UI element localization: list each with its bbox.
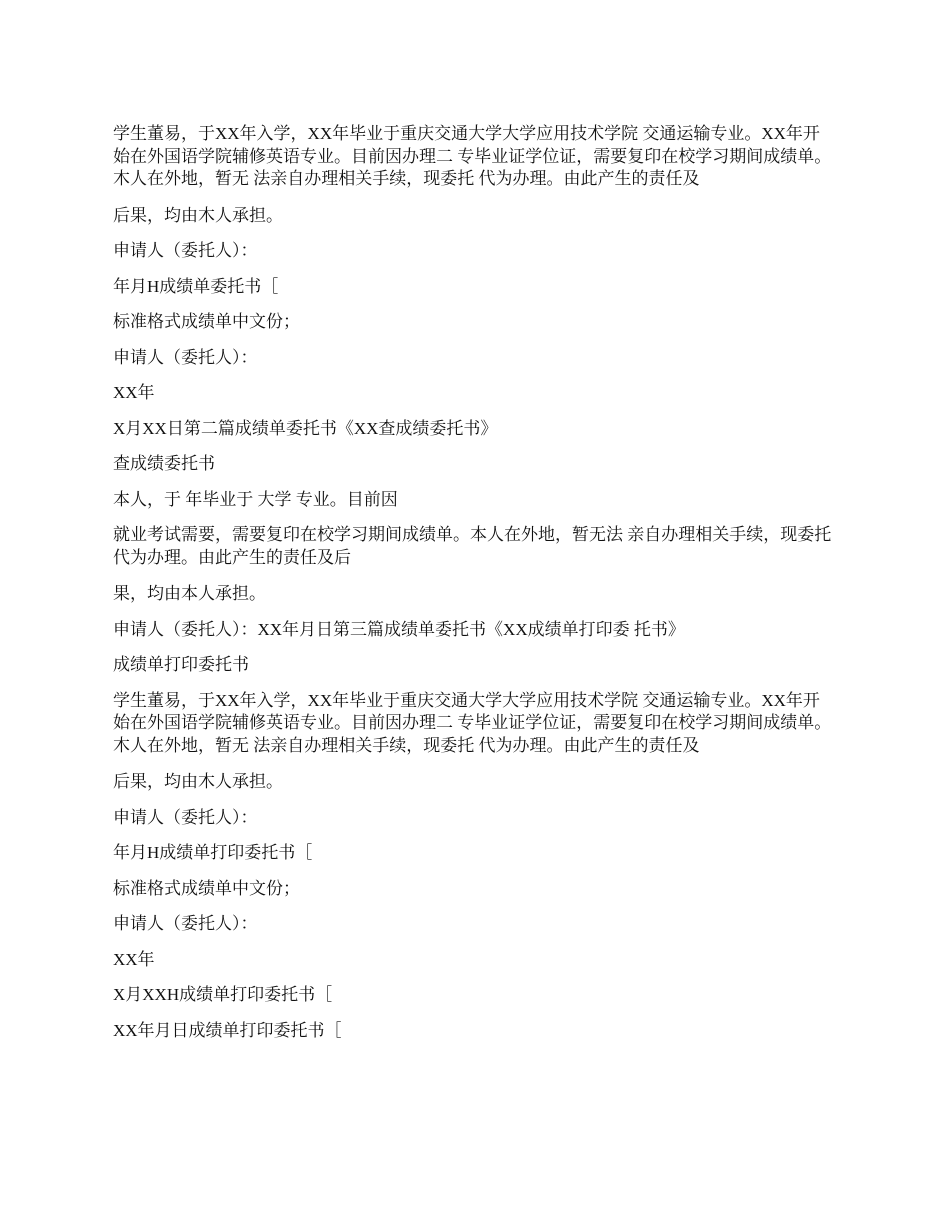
document-page: [113, 123, 835, 1055]
paragraph-6: 申请人（委托人）：: [113, 347, 258, 367]
paragraph-16: 后果，均由木人承担。: [113, 772, 283, 791]
paragraph-10: 本人，于 年毕业于 大学 专业。目前因: [113, 489, 398, 509]
paragraph-11: 就业考试需要，需要复印在校学习期间成绩单。本人在外地，暂无法 亲自办理相关手续，现委托 代为办理。由此产生的责任及后: [113, 525, 836, 567]
paragraph-13: 申请人（委托人）：XX年月日第三篇成绩单委托书《XX成绩单打印委 托书》: [113, 619, 685, 639]
paragraph-22: X月XXH成绩单打印委托书［: [113, 985, 333, 1004]
paragraph-23: XX年月日成绩单打印委托书［: [113, 1020, 342, 1040]
paragraph-21: XX年: [113, 949, 155, 969]
paragraph-18: 年月H成绩单打印委托书［: [113, 843, 313, 862]
paragraph-17: 申请人（委托人）：: [113, 807, 258, 827]
paragraph-20: 申请人（委托人）：: [113, 914, 258, 933]
paragraph-1: 学生董易，于XX年入学，XX年毕业于重庆交通大学大学应用技术学院 交通运输专业。XX年开始在外国语学院辅修英语专业。目前因办理二 专毕业证学位证，需要复印在校学习期间成绩单。木人在外地，暂无 法亲自办理相关手续，现委托 代为办理。由此产生的责任及: [113, 124, 832, 188]
paragraph-9: 查成绩委托书: [113, 454, 215, 473]
paragraph-7: XX年: [113, 383, 155, 402]
paragraph-3: 申请人（委托人）：: [113, 241, 258, 260]
paragraph-15: 学生董易，于XX年入学，XX年毕业于重庆交通大学大学应用技术学院 交通运输专业。XX年开始在外国语学院辅修英语专业。目前因办理二 专毕业证学位证，需要复印在校学习期间成绩单。木人在外地，暂无 法亲自办理相关手续，现委托 代为办理。由此产生的责任及: [113, 690, 832, 755]
paragraph-4: 年月H成绩单委托书［: [113, 276, 279, 296]
paragraph-2: 后果，均由木人承担。: [113, 205, 283, 225]
paragraph-14: 成绩单打印委托书: [113, 655, 249, 674]
paragraph-5: 标准格式成绩单中文份；: [113, 312, 300, 331]
paragraph-8: X月XX日第二篇成绩单委托书《XX查成绩委托书》: [113, 418, 498, 438]
paragraph-19: 标准格式成绩单中文份；: [113, 878, 300, 898]
paragraph-12: 果，均由本人承担。: [113, 584, 266, 603]
